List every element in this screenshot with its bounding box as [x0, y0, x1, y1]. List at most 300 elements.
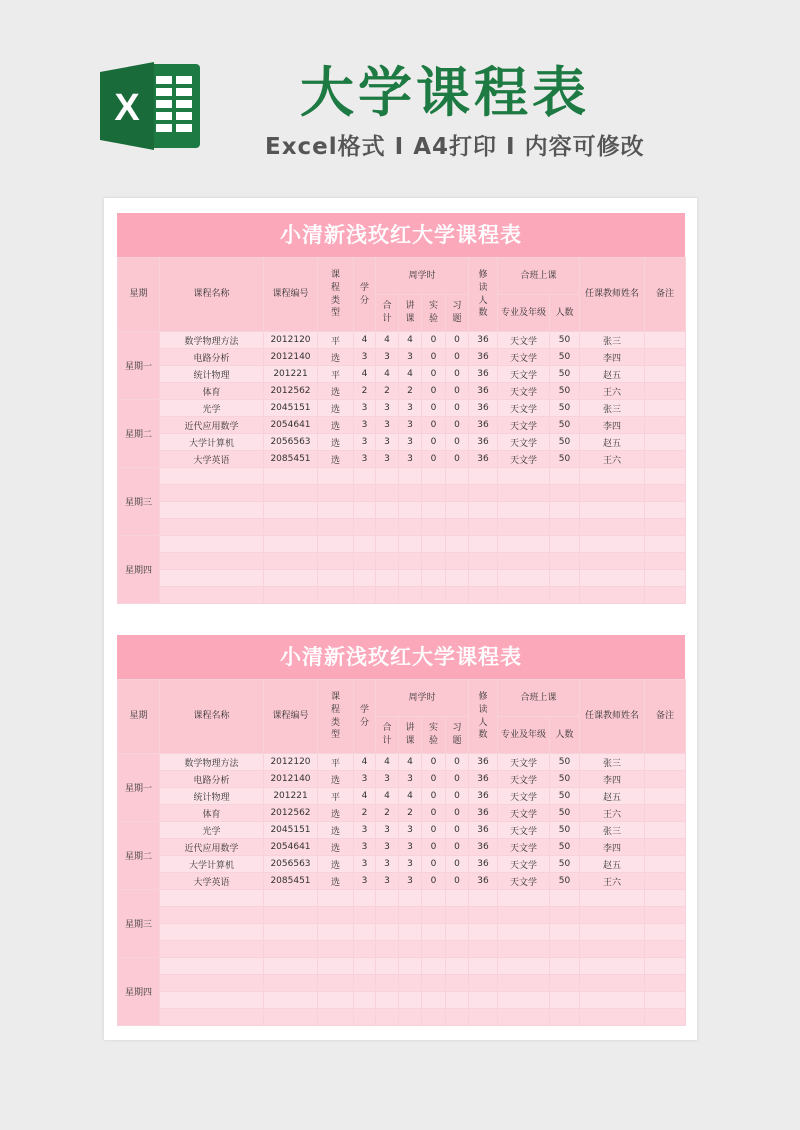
- weekday-cell: 星期一: [118, 754, 160, 822]
- header-enrolled: 修 读 人 数: [469, 680, 498, 754]
- header-class: 合班上课: [498, 258, 580, 295]
- cell-exercise: 0: [446, 788, 469, 805]
- cell-enrolled: 36: [469, 451, 498, 468]
- header-course-code: 课程编号: [264, 680, 318, 754]
- cell-course-type: 选: [318, 383, 354, 400]
- cell-remark: [645, 856, 686, 873]
- cell-exercise: [446, 468, 469, 485]
- cell-major-grade: 天文学: [498, 873, 550, 890]
- cell-major-grade: [498, 992, 550, 1009]
- cell-count: 50: [550, 451, 580, 468]
- cell-course-type: [318, 587, 354, 604]
- cell-credit: 2: [354, 383, 376, 400]
- cell-course-code: 2056563: [264, 434, 318, 451]
- cell-course-code: [264, 958, 318, 975]
- cell-major-grade: 天文学: [498, 754, 550, 771]
- cell-course-code: [264, 924, 318, 941]
- sheet-title: 小清新浅玫红大学课程表: [117, 635, 685, 679]
- cell-course-code: 2012140: [264, 771, 318, 788]
- cell-course-code: 2054641: [264, 839, 318, 856]
- cell-credit: 4: [354, 366, 376, 383]
- cell-course-type: 选: [318, 805, 354, 822]
- cell-teacher: 王六: [580, 873, 645, 890]
- cell-lab: [422, 890, 446, 907]
- cell-credit: [354, 992, 376, 1009]
- cell-credit: 3: [354, 839, 376, 856]
- cell-course-name: 统计物理: [160, 366, 264, 383]
- cell-enrolled: 36: [469, 332, 498, 349]
- cell-course-name: 大学计算机: [160, 434, 264, 451]
- cell-course-name: [160, 907, 264, 924]
- cell-exercise: 0: [446, 873, 469, 890]
- header-course-type: 课 程 类 型: [318, 680, 354, 754]
- cell-count: 50: [550, 332, 580, 349]
- table-row: [118, 839, 686, 856]
- cell-course-type: 选: [318, 349, 354, 366]
- cell-course-name: [160, 924, 264, 941]
- cell-course-code: 2054641: [264, 417, 318, 434]
- cell-exercise: [446, 958, 469, 975]
- cell-lecture: 3: [399, 349, 422, 366]
- cell-lab: [422, 975, 446, 992]
- cell-teacher: [580, 570, 645, 587]
- cell-major-grade: 天文学: [498, 771, 550, 788]
- cell-enrolled: [469, 570, 498, 587]
- cell-course-name: 大学英语: [160, 873, 264, 890]
- cell-course-type: [318, 553, 354, 570]
- cell-credit: 3: [354, 856, 376, 873]
- cell-total: [376, 1009, 399, 1026]
- cell-major-grade: 天文学: [498, 332, 550, 349]
- cell-exercise: 0: [446, 400, 469, 417]
- cell-total: [376, 553, 399, 570]
- cell-remark: [645, 788, 686, 805]
- cell-course-code: [264, 553, 318, 570]
- cell-course-type: [318, 890, 354, 907]
- cell-count: 50: [550, 856, 580, 873]
- cell-lab: 0: [422, 754, 446, 771]
- cell-count: [550, 992, 580, 1009]
- cell-course-type: 选: [318, 822, 354, 839]
- cell-major-grade: 天文学: [498, 434, 550, 451]
- cell-lecture: 3: [399, 839, 422, 856]
- cell-teacher: [580, 587, 645, 604]
- cell-count: 50: [550, 349, 580, 366]
- cell-course-name: [160, 958, 264, 975]
- cell-lab: 0: [422, 434, 446, 451]
- cell-remark: [645, 975, 686, 992]
- cell-enrolled: 36: [469, 788, 498, 805]
- table-row: [118, 519, 686, 536]
- cell-course-type: [318, 468, 354, 485]
- cell-lab: 0: [422, 366, 446, 383]
- cell-remark: [645, 451, 686, 468]
- cell-total: [376, 468, 399, 485]
- cell-course-type: 选: [318, 839, 354, 856]
- table-row: [118, 788, 686, 805]
- cell-total: 3: [376, 451, 399, 468]
- cell-major-grade: [498, 890, 550, 907]
- cell-course-name: [160, 975, 264, 992]
- cell-lecture: [399, 468, 422, 485]
- cell-enrolled: [469, 536, 498, 553]
- cell-teacher: [580, 536, 645, 553]
- cell-course-name: 电路分析: [160, 349, 264, 366]
- table-row: [118, 349, 686, 366]
- header-total: 合 计: [376, 295, 399, 332]
- header-exercise: 习 题: [446, 295, 469, 332]
- cell-lab: [422, 570, 446, 587]
- cell-total: [376, 924, 399, 941]
- cell-lecture: 3: [399, 771, 422, 788]
- cell-lab: [422, 587, 446, 604]
- cell-course-type: [318, 958, 354, 975]
- cell-remark: [645, 349, 686, 366]
- cell-lab: 0: [422, 771, 446, 788]
- cell-lecture: [399, 890, 422, 907]
- cell-teacher: [580, 485, 645, 502]
- cell-remark: [645, 383, 686, 400]
- cell-major-grade: 天文学: [498, 822, 550, 839]
- cell-course-code: 201221: [264, 366, 318, 383]
- cell-lecture: [399, 924, 422, 941]
- header-lab: 实 验: [422, 295, 446, 332]
- cell-lab: [422, 924, 446, 941]
- table-row: [118, 332, 686, 349]
- header-week-hours: 周学时: [376, 680, 469, 717]
- cell-count: [550, 941, 580, 958]
- cell-course-name: 统计物理: [160, 788, 264, 805]
- cell-course-code: [264, 519, 318, 536]
- cell-major-grade: [498, 519, 550, 536]
- cell-enrolled: 36: [469, 400, 498, 417]
- cell-enrolled: 36: [469, 383, 498, 400]
- cell-credit: [354, 468, 376, 485]
- cell-exercise: [446, 992, 469, 1009]
- cell-major-grade: [498, 485, 550, 502]
- cell-count: 50: [550, 417, 580, 434]
- cell-total: 2: [376, 383, 399, 400]
- cell-count: 50: [550, 839, 580, 856]
- cell-lecture: 3: [399, 417, 422, 434]
- cell-course-type: 选: [318, 856, 354, 873]
- cell-lecture: [399, 536, 422, 553]
- cell-count: [550, 890, 580, 907]
- cell-exercise: 0: [446, 366, 469, 383]
- table-row: [118, 992, 686, 1009]
- header-lab: 实 验: [422, 717, 446, 754]
- cell-remark: [645, 587, 686, 604]
- cell-course-name: [160, 890, 264, 907]
- cell-course-code: 2045151: [264, 400, 318, 417]
- cell-enrolled: 36: [469, 349, 498, 366]
- cell-total: [376, 519, 399, 536]
- cell-course-type: [318, 924, 354, 941]
- cell-lab: [422, 907, 446, 924]
- cell-teacher: 赵五: [580, 856, 645, 873]
- cell-course-type: [318, 519, 354, 536]
- cell-total: [376, 587, 399, 604]
- cell-enrolled: [469, 553, 498, 570]
- header-major-grade: 专业及年级: [498, 717, 550, 754]
- cell-course-code: [264, 485, 318, 502]
- cell-total: [376, 958, 399, 975]
- cell-teacher: 张三: [580, 822, 645, 839]
- cell-course-type: 选: [318, 771, 354, 788]
- cell-lecture: [399, 1009, 422, 1026]
- cell-teacher: [580, 992, 645, 1009]
- cell-remark: [645, 805, 686, 822]
- table-row: [118, 958, 686, 975]
- cell-major-grade: [498, 975, 550, 992]
- cell-credit: 3: [354, 822, 376, 839]
- table-row: [118, 417, 686, 434]
- cell-lecture: 3: [399, 856, 422, 873]
- cell-exercise: [446, 570, 469, 587]
- cell-course-code: 2085451: [264, 873, 318, 890]
- header-class: 合班上课: [498, 680, 580, 717]
- cell-enrolled: [469, 519, 498, 536]
- cell-enrolled: 36: [469, 805, 498, 822]
- cell-lecture: [399, 992, 422, 1009]
- cell-total: 3: [376, 434, 399, 451]
- cell-course-name: 电路分析: [160, 771, 264, 788]
- cell-exercise: 0: [446, 822, 469, 839]
- cell-major-grade: [498, 958, 550, 975]
- cell-remark: [645, 468, 686, 485]
- cell-total: [376, 485, 399, 502]
- cell-course-name: [160, 536, 264, 553]
- cell-teacher: [580, 553, 645, 570]
- cell-remark: [645, 890, 686, 907]
- cell-course-code: 201221: [264, 788, 318, 805]
- weekday-cell: 星期三: [118, 890, 160, 958]
- cell-credit: 3: [354, 451, 376, 468]
- cell-count: [550, 485, 580, 502]
- cell-lab: 0: [422, 417, 446, 434]
- cell-count: 50: [550, 822, 580, 839]
- cell-count: [550, 502, 580, 519]
- table-row: [118, 366, 686, 383]
- cell-count: 50: [550, 771, 580, 788]
- cell-remark: [645, 907, 686, 924]
- cell-credit: [354, 907, 376, 924]
- cell-credit: [354, 587, 376, 604]
- cell-total: 3: [376, 349, 399, 366]
- cell-lab: 0: [422, 349, 446, 366]
- cell-major-grade: [498, 502, 550, 519]
- cell-enrolled: [469, 485, 498, 502]
- cell-lab: [422, 941, 446, 958]
- cell-teacher: [580, 519, 645, 536]
- cell-lab: [422, 992, 446, 1009]
- cell-course-name: 体育: [160, 805, 264, 822]
- cell-course-name: 光学: [160, 400, 264, 417]
- page-title: 大学课程表: [300, 61, 590, 124]
- cell-exercise: [446, 553, 469, 570]
- cell-course-code: [264, 1009, 318, 1026]
- cell-remark: [645, 519, 686, 536]
- cell-total: [376, 975, 399, 992]
- table-row: [118, 822, 686, 839]
- cell-lab: 0: [422, 451, 446, 468]
- cell-remark: [645, 839, 686, 856]
- cell-count: [550, 587, 580, 604]
- schedule-table: [117, 679, 686, 1026]
- cell-lab: 0: [422, 856, 446, 873]
- cell-major-grade: 天文学: [498, 400, 550, 417]
- cell-exercise: 0: [446, 754, 469, 771]
- cell-major-grade: 天文学: [498, 805, 550, 822]
- cell-enrolled: [469, 502, 498, 519]
- cell-credit: [354, 553, 376, 570]
- cell-teacher: [580, 924, 645, 941]
- cell-teacher: 张三: [580, 332, 645, 349]
- table-row: [118, 502, 686, 519]
- cell-course-name: [160, 502, 264, 519]
- cell-course-name: [160, 519, 264, 536]
- cell-major-grade: 天文学: [498, 788, 550, 805]
- cell-remark: [645, 434, 686, 451]
- cell-course-type: [318, 992, 354, 1009]
- cell-remark: [645, 570, 686, 587]
- cell-total: [376, 941, 399, 958]
- cell-course-code: 2085451: [264, 451, 318, 468]
- header-course-name: 课程名称: [160, 258, 264, 332]
- table-row: [118, 941, 686, 958]
- cell-lecture: 2: [399, 383, 422, 400]
- header-exercise: 习 题: [446, 717, 469, 754]
- cell-credit: 3: [354, 349, 376, 366]
- cell-enrolled: 36: [469, 839, 498, 856]
- cell-lecture: 4: [399, 332, 422, 349]
- table-row: [118, 856, 686, 873]
- cell-lab: 0: [422, 383, 446, 400]
- cell-major-grade: 天文学: [498, 417, 550, 434]
- cell-lecture: 3: [399, 822, 422, 839]
- table-row: [118, 805, 686, 822]
- cell-credit: [354, 975, 376, 992]
- cell-teacher: [580, 1009, 645, 1026]
- cell-exercise: 0: [446, 856, 469, 873]
- cell-course-name: [160, 1009, 264, 1026]
- cell-course-code: 2056563: [264, 856, 318, 873]
- header-lecture: 讲 课: [399, 295, 422, 332]
- cell-teacher: 张三: [580, 754, 645, 771]
- cell-exercise: [446, 587, 469, 604]
- cell-course-code: 2012120: [264, 754, 318, 771]
- cell-enrolled: 36: [469, 771, 498, 788]
- cell-count: 50: [550, 754, 580, 771]
- weekday-cell: 星期二: [118, 400, 160, 468]
- cell-course-code: [264, 536, 318, 553]
- cell-count: 50: [550, 400, 580, 417]
- table-row: [118, 1009, 686, 1026]
- cell-exercise: [446, 1009, 469, 1026]
- weekday-cell: 星期一: [118, 332, 160, 400]
- cell-lab: 0: [422, 873, 446, 890]
- cell-lab: [422, 536, 446, 553]
- cell-course-type: 选: [318, 434, 354, 451]
- cell-count: 50: [550, 805, 580, 822]
- header-teacher: 任课教师姓名: [580, 680, 645, 754]
- schedule-sheet-2: [117, 635, 685, 1026]
- cell-course-type: 选: [318, 873, 354, 890]
- cell-remark: [645, 485, 686, 502]
- cell-lab: 0: [422, 332, 446, 349]
- cell-count: [550, 519, 580, 536]
- cell-total: 3: [376, 400, 399, 417]
- page-subtitle: Excel格式 I A4打印 I 内容可修改: [265, 134, 645, 160]
- cell-course-code: [264, 907, 318, 924]
- table-row: [118, 536, 686, 553]
- cell-credit: 4: [354, 788, 376, 805]
- cell-total: [376, 502, 399, 519]
- cell-lab: 0: [422, 805, 446, 822]
- cell-course-name: [160, 587, 264, 604]
- cell-course-type: 平: [318, 332, 354, 349]
- header-course-type: 课 程 类 型: [318, 258, 354, 332]
- cell-teacher: [580, 941, 645, 958]
- cell-exercise: [446, 907, 469, 924]
- cell-course-code: 2012120: [264, 332, 318, 349]
- header-total: 合 计: [376, 717, 399, 754]
- cell-exercise: [446, 485, 469, 502]
- cell-major-grade: [498, 907, 550, 924]
- cell-exercise: 0: [446, 839, 469, 856]
- cell-lecture: [399, 570, 422, 587]
- cell-course-type: 平: [318, 788, 354, 805]
- cell-course-code: [264, 975, 318, 992]
- cell-major-grade: [498, 1009, 550, 1026]
- header-credit: 学 分: [354, 258, 376, 332]
- schedule-table: [117, 257, 686, 604]
- cell-teacher: 赵五: [580, 788, 645, 805]
- cell-course-name: [160, 468, 264, 485]
- cell-lecture: 3: [399, 873, 422, 890]
- cell-teacher: [580, 502, 645, 519]
- cell-total: 4: [376, 366, 399, 383]
- cell-enrolled: [469, 924, 498, 941]
- cell-course-code: [264, 992, 318, 1009]
- cell-count: [550, 958, 580, 975]
- table-row: [118, 587, 686, 604]
- cell-teacher: 赵五: [580, 366, 645, 383]
- cell-course-name: 数学物理方法: [160, 332, 264, 349]
- page-header: [0, 0, 800, 195]
- cell-lecture: 3: [399, 434, 422, 451]
- cell-count: [550, 907, 580, 924]
- cell-teacher: 张三: [580, 400, 645, 417]
- cell-lecture: [399, 553, 422, 570]
- cell-teacher: 李四: [580, 349, 645, 366]
- header-course-code: 课程编号: [264, 258, 318, 332]
- cell-course-code: [264, 890, 318, 907]
- cell-credit: 4: [354, 332, 376, 349]
- cell-credit: 4: [354, 754, 376, 771]
- cell-count: 50: [550, 366, 580, 383]
- cell-count: [550, 536, 580, 553]
- cell-remark: [645, 366, 686, 383]
- header-weekday: 星期: [118, 680, 160, 754]
- cell-course-name: 近代应用数学: [160, 839, 264, 856]
- cell-lab: 0: [422, 788, 446, 805]
- cell-total: 3: [376, 771, 399, 788]
- cell-course-type: 平: [318, 366, 354, 383]
- cell-total: 3: [376, 839, 399, 856]
- weekday-cell: 星期四: [118, 958, 160, 1026]
- cell-total: 4: [376, 332, 399, 349]
